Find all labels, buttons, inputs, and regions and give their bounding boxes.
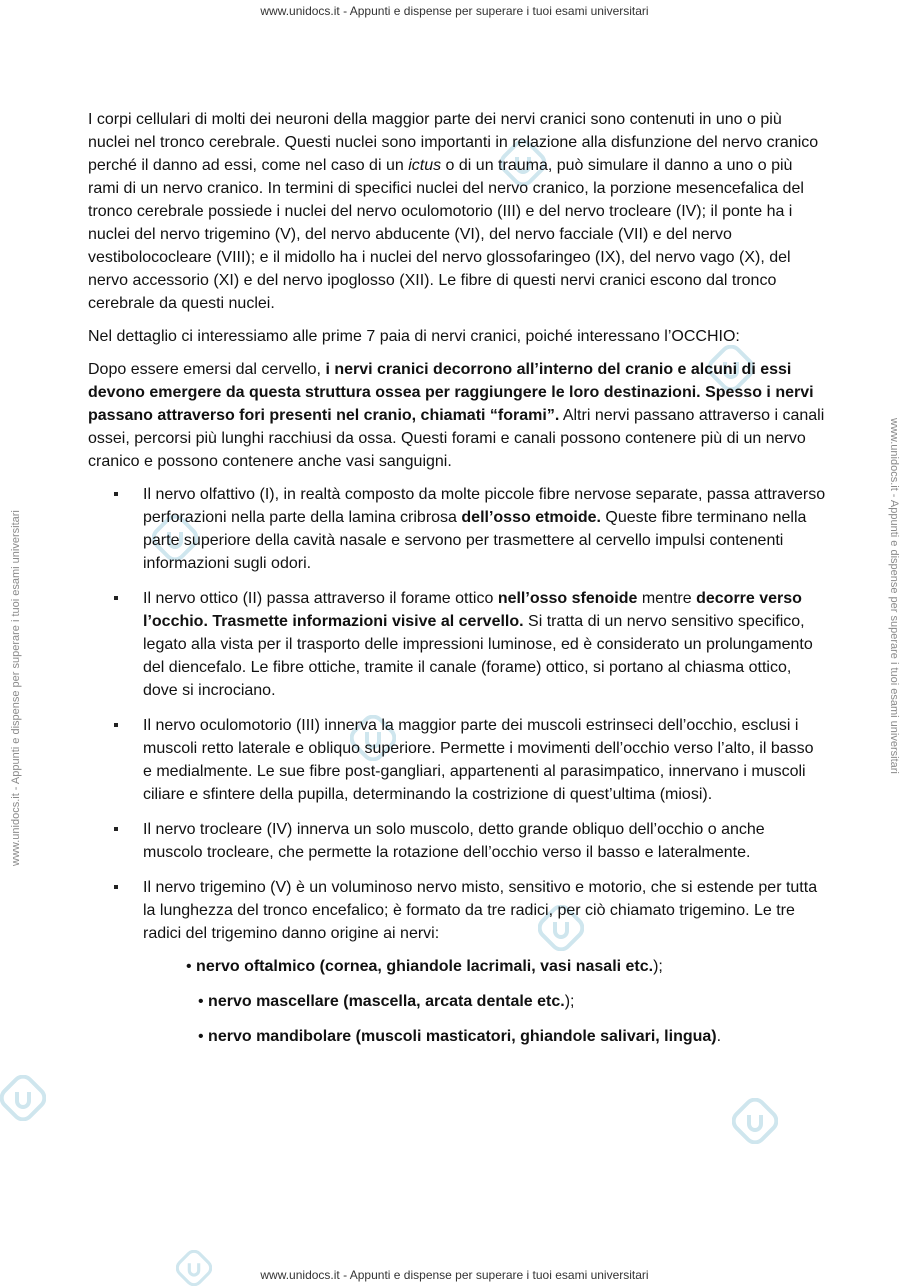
paragraph-intro-occhio: Nel dettaglio ci interessiamo alle prime 7 paia di nervi cranici, poiché interessano l’OCCHIO: (88, 328, 740, 345)
italic-term: ictus (408, 157, 442, 174)
trigemino-branches (143, 955, 826, 1048)
branch-oftalmico: • nervo oftalmico (cornea, ghiandole lacrimali, vasi nasali etc.); (186, 958, 663, 975)
branch-mandibolare: • nervo mandibolare (muscoli masticatori, ghiandole salivari, lingua). (198, 1028, 722, 1045)
bullet-square-icon (114, 596, 118, 600)
cranial-nerves-list (88, 483, 826, 1048)
list-item-ottico: Il nervo ottico (II) passa attraverso il forame ottico nell’osso sfenoide mentre decorre verso l’occhio. Trasmette informazioni visive al cervello. Si tratta di un nervo sensitivo specifico, legato alla vista per il trasporto delle impressioni luminose, ed è considerato un prolungamento del diencefalo. Le fibre ottiche, tramite il canale (forame) ottico, si portano al chiasma ottico, dove si incrociano. (88, 587, 826, 702)
list-item-trocleare: Il nervo trocleare (IV) innerva un solo muscolo, detto grande obliquo dell’occhio o anche muscolo trocleare, che permette la rotazione dell’occhio verso il basso e lateralmente. (88, 818, 826, 864)
bullet-square-icon (114, 827, 118, 831)
paragraph-nuclei: I corpi cellulari di molti dei neuroni della maggior parte dei nervi cranici sono contenuti in uno o più nuclei nel tronco cerebrale. Questi nuclei sono importanti in relazione alla disfunzione del nervo cranico perché il danno ad essi, come nel caso di un ictus o di un trauma, può simulare il danno a uno o più rami di un nervo cranico. In termini di specifici nuclei del nervo cranico, la porzione mesencefalica del tronco cerebrale possiede i nuclei del nervo oculomotorio (III) e del nervo trocleare (IV); il ponte ha i nuclei del nervo trigemino (V), del nervo abducente (VI), del nervo facciale (VII) e del nervo vestibolococleare (VIII); e il midollo ha i nuclei del nervo glossofaringeo (IX), del nervo vago (X), del nervo accessorio (XI) e del nervo ipoglosso (XII). Le fibre di questi nervi cranici escono dal tronco cerebrale da questi nuclei. (88, 111, 819, 312)
paragraph-forami: Dopo essere emersi dal cervello, i nervi cranici decorrono all’interno del cranio e alcuni di essi devono emergere da questa struttura ossea per raggiungere le loro destinazioni. Spesso i nervi passano attraverso fori presenti nel cranio, chiamati “forami”. Altri nervi passano attraverso i canali ossei, percorsi più lunghi racchiusi da ossa. Questi forami e canali possono contenere più di un nervo cranico e possono contenere anche vasi sanguigni. (88, 361, 825, 470)
bullet-square-icon (114, 723, 118, 727)
side-watermark-right: www.unidocs.it - Appunti e dispense per superare i tuoi esami universitari (888, 418, 900, 774)
list-item-olfattivo: Il nervo olfattivo (I), in realtà composto da molte piccole fibre nervose separate, passa attraverso perforazioni nella parte della lamina cribrosa dell’osso etmoide. Queste fibre terminano nella parte superiore della cavità nasale e servono per trasmettere al cervello impulsi contenenti informazioni sugli odori. (88, 483, 826, 575)
bullet-square-icon (114, 492, 118, 496)
unidocs-logo-icon (0, 1075, 46, 1121)
bullet-square-icon (114, 885, 118, 889)
side-watermark-left: www.unidocs.it - Appunti e dispense per superare i tuoi esami universitari (10, 510, 22, 866)
page-footer: www.unidocs.it - Appunti e dispense per superare i tuoi esami universitari (260, 1268, 649, 1282)
page-header: www.unidocs.it - Appunti e dispense per superare i tuoi esami universitari (260, 4, 649, 18)
document-body (88, 108, 826, 1060)
branch-mascellare: • nervo mascellare (mascella, arcata dentale etc.); (198, 993, 575, 1010)
list-item-oculomotorio: Il nervo oculomotorio (III) innerva la maggior parte dei muscoli estrinseci dell’occhio, esclusi i muscoli retto laterale e obliquo superiore. Permette i movimenti dell’occhio verso l’alto, il basso e medialmente. Le sue fibre post-gangliari, appartenenti al parasimpatico, innervano i muscoli ciliare e sfintere della pupilla, determinando la costrizione di quest’ultima (miosi). (88, 714, 826, 806)
unidocs-logo-icon (732, 1098, 778, 1144)
list-item-trigemino: Il nervo trigemino (V) è un voluminoso nervo misto, sensitivo e motorio, che si estende per tutta la lunghezza del tronco encefalico; è formato da tre radici, per ciò chiamato trigemino. Le tre radici del trigemino danno origine ai nervi: • nervo oftalmico (cornea, ghiandole lacrimali, vasi nasali etc.); • nervo mascellare (mascella, arcata dentale etc.); • nervo mandibolare (muscoli masticatori, ghiandole salivari, lingua). (88, 876, 826, 1048)
